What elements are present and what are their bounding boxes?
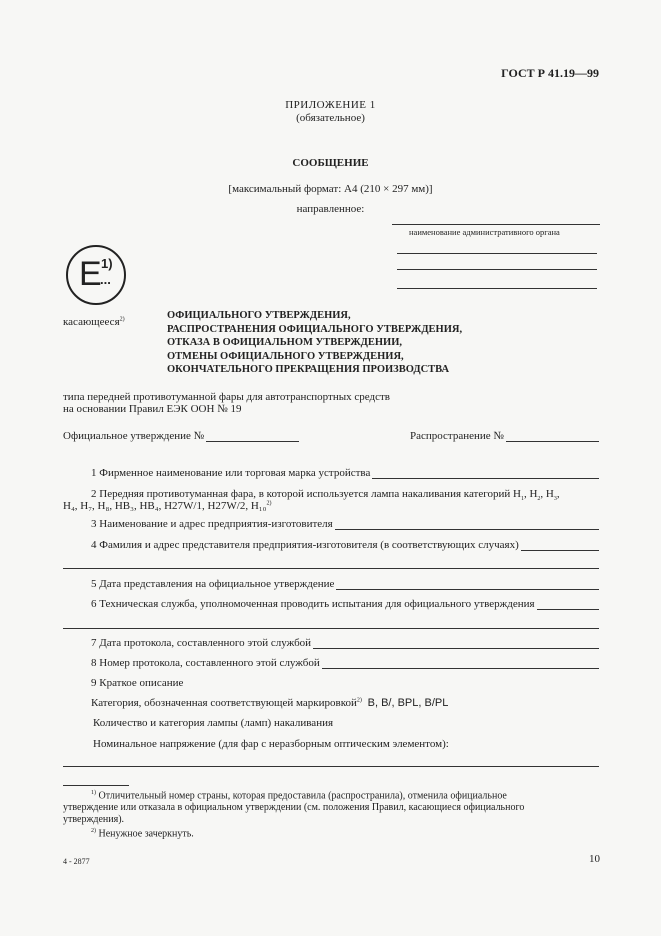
page-number: 10 (589, 853, 600, 865)
approval-mark-emblem-icon (66, 245, 126, 305)
item-2-line-2: H₄, H₇, H₈, HB₃, HB₄, H27W/1, H27W/2, H₁₀$^{2)}$ (63, 500, 272, 512)
footnote-1-line-1: $^{1)}$ Отличительный номер страны, которая предоставила (распространила), отменила официальное (91, 790, 507, 802)
emblem-letter: E (79, 255, 102, 293)
concerning-line: ОТМЕНЫ ОФИЦИАЛЬНОГО УТВЕРЖДЕНИЯ, (167, 350, 404, 362)
type-text-line: типа передней противотуманной фары для автотранспортных средств (63, 391, 390, 403)
concerning-line: ОКОНЧАТЕЛЬНОГО ПРЕКРАЩЕНИЯ ПРОИЗВОДСТВА (167, 364, 450, 375)
item-2-line-1: 2 Передняя противотуманная фара, в которой используется лампа накаливания категорий $H_1$, $H_2$, $H_3$, (91, 488, 560, 503)
concerning-line: ОТКАЗА В ОФИЦИАЛЬНОМ УТВЕРЖДЕНИИ, (167, 337, 403, 348)
item-7-field[interactable]: 7 Дата протокола, составленного этой службой (91, 637, 599, 649)
item-4-field[interactable]: 4 Фамилия и адрес представителя предприятия-изготовителя (в соответствующих случаях) (91, 539, 599, 551)
footnote-ref: 2) (119, 316, 125, 323)
category-field: Категория, обозначенная соответствующей маркировкой$^{2)}$ B, B/, BPL, B/PL (91, 697, 449, 709)
type-text-line: на основании Правил ЕЭК ООН № 19 (63, 403, 242, 415)
footnote-1-line-2: утверждение или отказала в официальном утверждении (см. положения Правил, касающиеся официального (63, 802, 525, 813)
voltage-line[interactable] (63, 766, 599, 767)
concerning-list (167, 309, 462, 377)
communication-title: СООБЩЕНИЕ (292, 157, 369, 169)
print-code: 4 - 2877 (63, 857, 90, 866)
item-6-field[interactable]: 6 Техническая служба, уполномоченная проводить испытания для официального утверждения (91, 598, 599, 610)
concerning-line: РАСПРОСТРАНЕНИЯ ОФИЦИАЛЬНОГО УТВЕРЖДЕНИЯ, (167, 323, 463, 335)
authority-caption: наименование административного органа (409, 227, 560, 237)
emblem-superscript: 1) (101, 256, 113, 271)
category-options[interactable]: B, B/, BPL, B/PL (367, 697, 449, 709)
footnote-separator (63, 785, 129, 786)
item-5-field[interactable]: 5 Дата представления на официальное утверждение (91, 578, 599, 590)
annex-subtitle: (обязательное) (296, 112, 365, 124)
document-code: ГОСТ Р 41.19—99 (501, 66, 599, 80)
format-note: [максимальный формат: А4 (210 × 297 мм)] (228, 183, 433, 195)
item-8-field[interactable]: 8 Номер протокола, составленного этой службой (91, 657, 599, 669)
annex-title: ПРИЛОЖЕНИЕ 1 (285, 99, 376, 111)
voltage-label: Номинальное напряжение (для фар с неразборным оптическим элементом): (93, 738, 449, 750)
footnote-2: $^{2)}$ Ненужное зачеркнуть. (91, 828, 194, 840)
item-1-field[interactable]: 1 Фирменное наименование или торговая марка устройства (91, 467, 599, 479)
item-9-label: 9 Краткое описание (91, 677, 184, 689)
lamp-field[interactable]: Количество и категория лампы (ламп) накаливания (93, 717, 334, 729)
authority-line-3[interactable] (397, 269, 597, 270)
extension-number-field[interactable]: Распространение № (410, 430, 599, 442)
authority-line-4[interactable] (397, 288, 597, 289)
authority-line-2[interactable] (397, 253, 597, 254)
approval-number-field[interactable]: Официальное утверждение № (63, 430, 299, 442)
item-6-continuation-line[interactable] (63, 628, 599, 629)
item-3-field[interactable]: 3 Наименование и адрес предприятия-изготовителя (91, 518, 599, 530)
concerning-line: ОФИЦИАЛЬНОГО УТВЕРЖДЕНИЯ, (167, 310, 351, 321)
concerning-label: касающееся$^{2)}$ (63, 316, 125, 328)
emblem-dots: ... (100, 272, 111, 287)
authority-line[interactable] (392, 224, 600, 225)
item-4-continuation-line[interactable] (63, 568, 599, 569)
footnote-1-line-3: утверждения). (63, 814, 125, 825)
sent-by-label: направленное: (296, 203, 365, 215)
